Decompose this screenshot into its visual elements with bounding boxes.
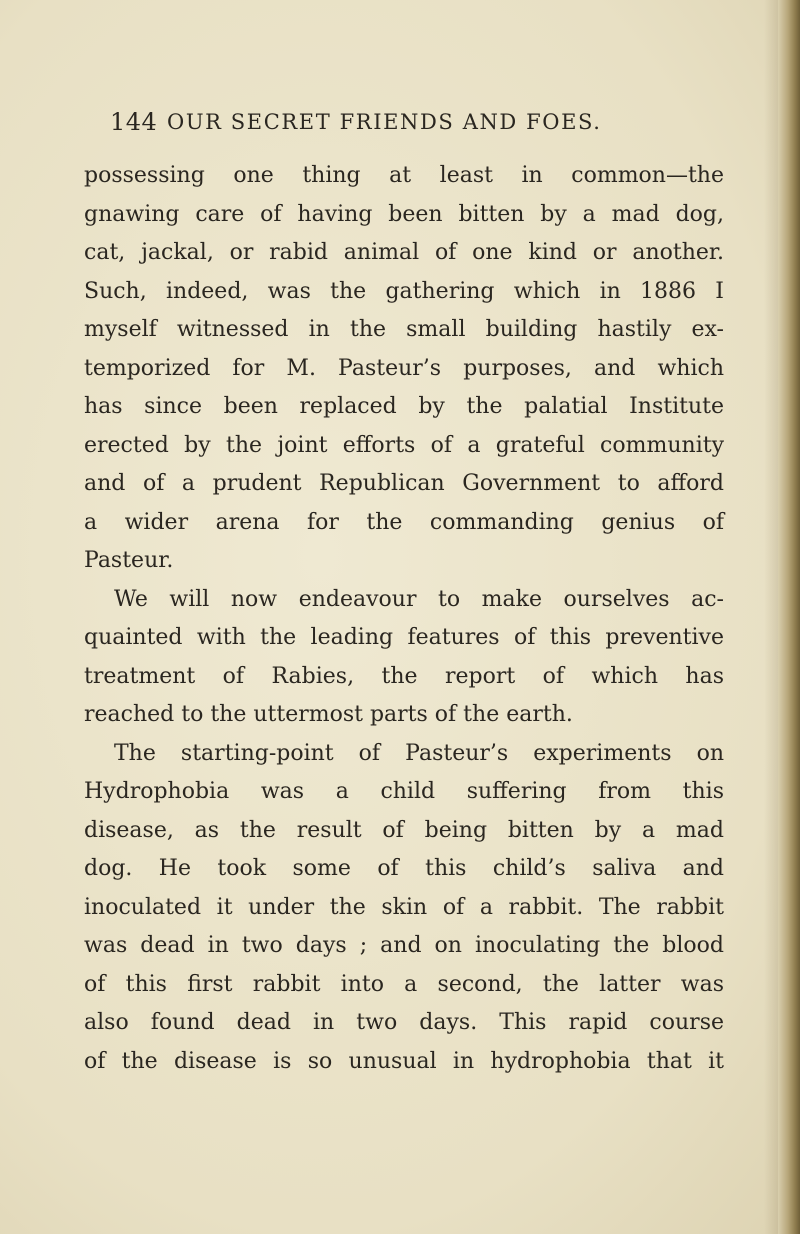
text-line: was dead in two days ; and on inoculating the blood	[84, 933, 724, 958]
text-line: dog. He took some of this child’s saliva and	[84, 856, 724, 881]
text-line: Hydrophobia was a child suffering from this	[84, 779, 724, 804]
text-line: Such, indeed, was the gathering which in 1886 I	[84, 278, 724, 304]
text-line: reached to the uttermost parts of the earth.	[84, 702, 573, 727]
text-line: has since been replaced by the palatial Institute	[84, 394, 724, 419]
text-line: treatment of Rabies, the report of which has	[84, 663, 724, 689]
text-line: disease, as the result of being bitten by a mad	[84, 817, 724, 843]
text-line: of the disease is so unusual in hydrophobia that it	[84, 1048, 724, 1074]
text-line: quainted with the leading features of this preventive	[84, 625, 724, 650]
page-edge	[778, 0, 800, 1234]
text-line: of this first rabbit into a second, the latter was	[84, 971, 724, 997]
text-line: gnawing care of having been bitten by a mad dog,	[84, 201, 724, 227]
text-line: Pasteur.	[84, 548, 174, 573]
text-line: The starting-point of Pasteur’s experiments on	[114, 740, 724, 766]
text-line: cat, jackal, or rabid animal of one kind or another.	[84, 240, 724, 265]
text-line: inoculated it under the skin of a rabbit. The rabbit	[84, 894, 724, 920]
page-number: 144	[110, 108, 158, 136]
text-line: possessing one thing at least in common—the	[84, 163, 724, 188]
text-line: and of a prudent Republican Government to afford	[84, 471, 724, 496]
text-line: temporized for M. Pasteur’s purposes, and which	[84, 355, 724, 381]
text-line: myself witnessed in the small building hastily ex-	[84, 317, 724, 342]
page-gutter-shadow	[764, 0, 778, 1234]
page-header	[110, 108, 670, 138]
text-line: also found dead in two days. This rapid course	[84, 1010, 724, 1035]
text-line: We will now endeavour to make ourselves ac-	[114, 586, 724, 612]
text-line: a wider arena for the commanding genius of	[84, 509, 724, 535]
text-line: erected by the joint efforts of a grateful community	[84, 432, 724, 458]
body-text	[84, 157, 724, 1081]
running-head: OUR SECRET FRIENDS AND FOES.	[167, 110, 602, 134]
